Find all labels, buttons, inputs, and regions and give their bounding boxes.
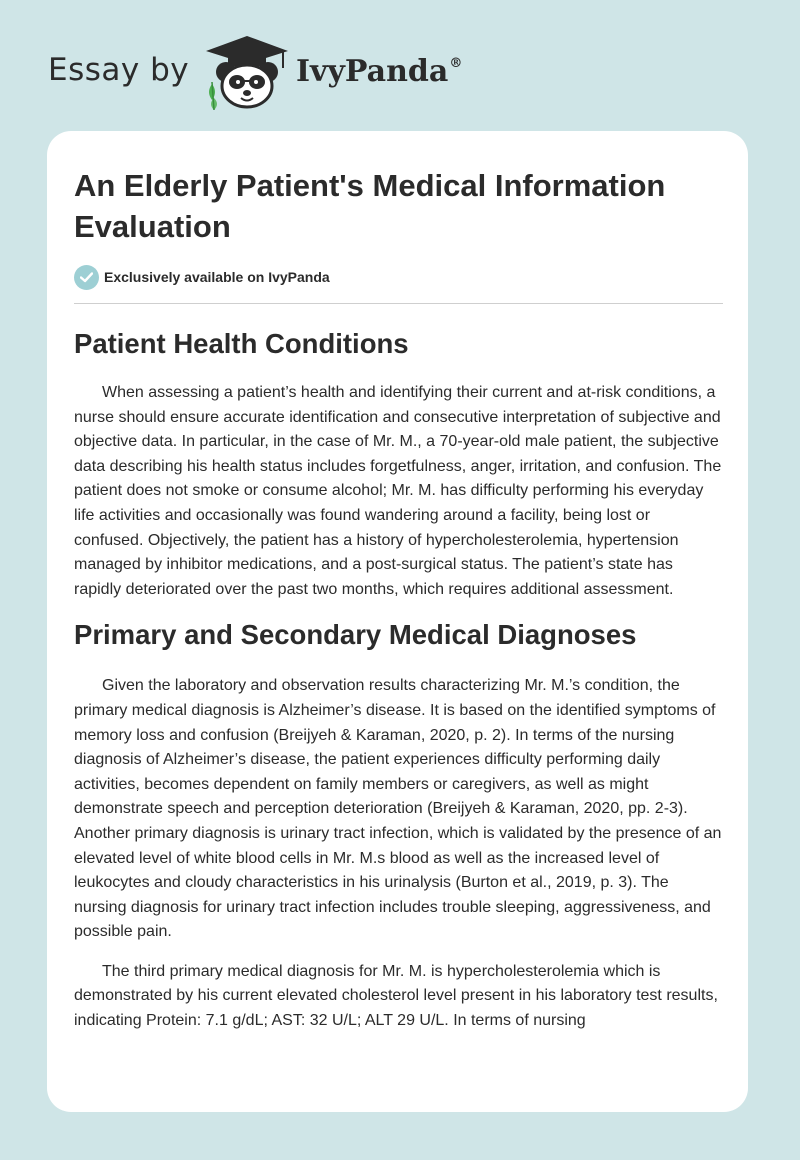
essay-body [74, 326, 723, 1034]
paragraph: When assessing a patient’s health and identifying their current and at-risk conditions, a nurse should ensure accurate identification and consecutive interpretation of subjective and objective data. In particular, in the case of Mr. M., a 70-year-old male patient, the subjective data describing his health status includes forgetfulness, anger, irritation, and confusion. The patient does not smoke or consume alcohol; Mr. M. has difficulty performing his everyday life activities and occasionally was found wandering around a facility, being lost or confused. Objectively, the patient has a history of hypercholesterolemia, hypertension managed by inhibitor medications, and a post-surgical status. The patient’s state has rapidly deteriorated over the past two months, which requires additional assessment. [74, 384, 722, 598]
brand-name[interactable]: IvyPanda® [296, 54, 463, 89]
section-heading: Patient Health Conditions [74, 328, 409, 359]
check-circle-icon [74, 265, 99, 290]
panda-graduate-icon[interactable] [202, 34, 292, 110]
page-title: An Elderly Patient's Medical Information Evaluation [74, 168, 666, 244]
essay-by-label: Essay by [48, 52, 190, 88]
divider [74, 303, 723, 304]
paragraph: Given the laboratory and observation results characterizing Mr. M.’s condition, the primary medical diagnosis is Alzheimer’s disease. It is based on the identified symptoms of memory loss and confusion (Breijyeh & Karaman, 2020, p. 2). In terms of the nursing diagnosis of Alzheimer’s disease, the patient experiences difficulty performing daily activities, becomes dependent on family members or caregivers, as well as might demonstrate speech and perception deterioration (Breijyeh & Karaman, 2020, pp. 2-3). Another primary diagnosis is urinary tract infection, which is validated by the presence of an elevated level of white blood cells in Mr. M.s blood as well as the increased level of leukocytes and cloudy characteristics in his urinalysis (Burton et al., 2019, p. 3). The nursing diagnosis for urinary tract infection includes trouble sleeping, aggressiveness, and possible pain. [74, 677, 722, 941]
site-header [48, 30, 548, 110]
essay-card [47, 131, 748, 1112]
paragraph: The third primary medical diagnosis for Mr. M. is hypercholesterolemia which is demonstrated by his current elevated cholesterol level present in his laboratory test results, indicating Protein: 7.1 g/dL; AST: 32 U/L; ALT 29 U/L. In terms of nursing [74, 962, 718, 1030]
badge-text: Exclusively available on IvyPanda [104, 269, 330, 285]
exclusive-badge [74, 264, 330, 290]
section-heading: Primary and Secondary Medical Diagnoses [74, 619, 637, 651]
